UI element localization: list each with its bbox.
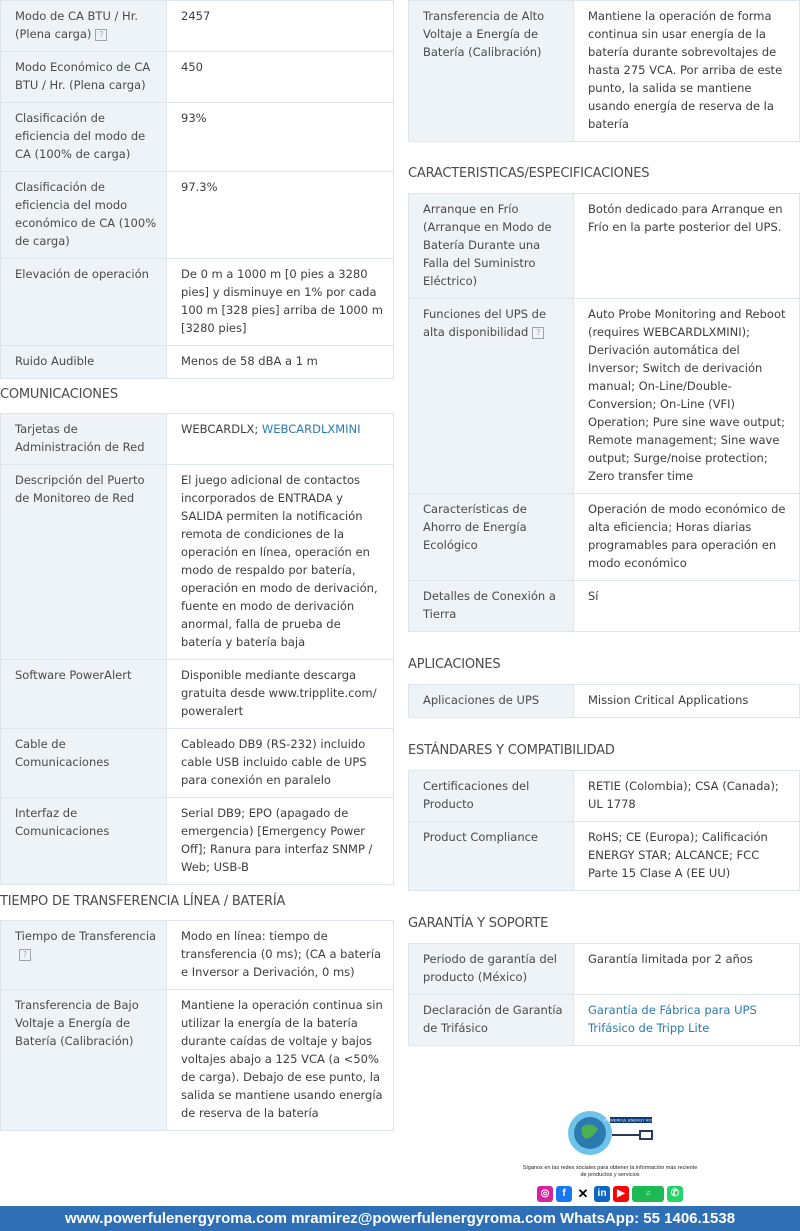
spec-label-cell xyxy=(1,52,167,103)
spec-row xyxy=(1,52,394,103)
spec-label-cell xyxy=(1,990,167,1131)
spec-value-cell xyxy=(167,921,394,990)
spec-label-cell xyxy=(1,729,167,798)
spec-value: Mantiene la operación continua sin utilizar la energía de la batería durante caídas de voltaje y bajos voltajes abajo a 125 VCA (a <50% de carga). Debajo de ese punto, la salida se mantiene usando energía de reserva de la batería xyxy=(181,998,383,1120)
spec-row xyxy=(409,194,800,299)
spec-row xyxy=(1,414,394,465)
spec-table-top-left xyxy=(0,0,394,379)
spec-row xyxy=(409,995,800,1046)
spec-label: Transferencia de Bajo Voltaje a Energía de Batería (Calibración) xyxy=(15,998,139,1048)
spec-label: Funciones del UPS de alta disponibilidad xyxy=(423,307,547,339)
spec-row xyxy=(1,259,394,346)
spec-value-cell xyxy=(574,822,800,891)
spec-label: Tiempo de Transferencia xyxy=(15,929,157,943)
help-icon[interactable]: ? xyxy=(532,327,544,339)
spec-table-comunicaciones xyxy=(0,413,394,885)
spec-row xyxy=(409,581,800,632)
x-icon[interactable]: ✕ xyxy=(575,1186,591,1202)
spec-link[interactable]: WEBCARDLXMINI xyxy=(261,422,361,436)
spec-table-caracteristicas xyxy=(408,193,800,632)
spec-label: Periodo de garantía del producto (México) xyxy=(423,952,557,984)
spec-value-cell xyxy=(167,52,394,103)
spec-value: Serial DB9; EPO (apagado de emergencia) [Emergency Power Off]; Ranura para interfaz SNMP / Web; USB-B xyxy=(181,806,373,874)
spec-value: Modo en línea: tiempo de transferencia (0 ms); (CA a batería e Inversor a Derivación, 0 ms) xyxy=(181,929,382,979)
spec-value-cell xyxy=(574,685,800,718)
spec-row xyxy=(409,299,800,494)
spec-label: Modo Económico de CA BTU / Hr. (Plena carga) xyxy=(15,60,151,92)
social-icons xyxy=(537,1186,683,1202)
spec-label: Características de Ahorro de Energía Ecológico xyxy=(423,502,527,552)
spec-label-cell xyxy=(1,414,167,465)
spec-row xyxy=(1,465,394,660)
spec-label: Tarjetas de Administración de Red xyxy=(15,422,145,454)
spec-row xyxy=(1,172,394,259)
spec-label-cell xyxy=(1,346,167,379)
spec-label-cell xyxy=(409,1,574,142)
instagram-icon[interactable]: ◎ xyxy=(537,1186,553,1202)
spec-value: Mission Critical Applications xyxy=(588,693,749,707)
section-title-tiempo-transferencia: TIEMPO DE TRANSFERENCIA LÍNEA / BATERÍA xyxy=(0,894,286,909)
spec-value-cell xyxy=(574,944,800,995)
spec-label: Modo de CA BTU / Hr. (Plena carga) xyxy=(15,9,139,41)
spec-row xyxy=(409,1,800,142)
spec-label: Declaración de Garantía de Trifásico xyxy=(423,1003,563,1035)
spec-value-cell xyxy=(167,465,394,660)
spec-label: Detalles de Conexión a Tierra xyxy=(423,589,556,621)
spec-value: RETIE (Colombia); CSA (Canada); UL 1778 xyxy=(588,779,779,811)
spec-label-cell xyxy=(409,194,574,299)
spec-value: Auto Probe Monitoring and Reboot (requires WEBCARDLXMINI); Derivación automática del Inversor; Switch de derivación manual; On-Line/Double-Conversion; On-Line (VFI) Operation; Pure sine wave output; Remote management; Sine wave output; Surge/noise protection; Zero transfer time xyxy=(588,307,786,483)
spec-label: Cable de Comunicaciones xyxy=(15,737,110,769)
footer-contact-bar[interactable]: www.powerfulenergyroma.com mramirez@powerfulenergyroma.com WhatsApp: 55 1406.1538 xyxy=(0,1206,800,1231)
youtube-icon[interactable]: ▶ xyxy=(613,1186,629,1202)
spec-label: Product Compliance xyxy=(423,830,539,844)
spec-row xyxy=(1,660,394,729)
spec-value: 450 xyxy=(181,60,203,74)
spec-row xyxy=(409,822,800,891)
spec-value-cell xyxy=(167,798,394,885)
spec-value: Menos de 58 dBA a 1 m xyxy=(181,354,318,368)
spec-value: Disponible mediante descarga gratuita desde www.tripplite.com/ poweralert xyxy=(181,668,377,718)
spec-value-cell xyxy=(574,995,800,1046)
spec-value-cell xyxy=(167,103,394,172)
spec-label-cell xyxy=(1,660,167,729)
spec-value: RoHS; CE (Europa); Calificación ENERGY STAR; ALCANCE; FCC Parte 15 Clase A (EE UU) xyxy=(588,830,768,880)
spec-row xyxy=(1,990,394,1131)
spec-row xyxy=(1,346,394,379)
spec-row xyxy=(1,1,394,52)
spec-label-cell xyxy=(1,465,167,660)
spec-label-cell xyxy=(409,494,574,581)
right-column xyxy=(408,0,800,1046)
spec-label: Certificaciones del Producto xyxy=(423,779,530,811)
spec-value: 93% xyxy=(181,111,207,125)
spec-label-cell xyxy=(1,1,167,52)
spec-value: Operación de modo económico de alta eficiencia; Horas diarias programables para operación en modo económico xyxy=(588,502,786,570)
spec-value: 2457 xyxy=(181,9,211,23)
spec-value-cell xyxy=(574,771,800,822)
spec-label-cell xyxy=(1,921,167,990)
spec-value-cell xyxy=(574,494,800,581)
spec-label-cell xyxy=(1,172,167,259)
spec-value-cell xyxy=(167,346,394,379)
help-icon[interactable]: ? xyxy=(95,29,107,41)
section-title-aplicaciones: APLICACIONES xyxy=(408,657,501,672)
follow-text: Síganos en las redes sociales para obtener la información más reciente de productos y servicios xyxy=(522,1165,698,1178)
spec-value-cell xyxy=(167,259,394,346)
spec-value-cell xyxy=(574,194,800,299)
spec-value: Garantía limitada por 2 años xyxy=(588,952,753,966)
spec-label: Software PowerAlert xyxy=(15,668,132,682)
help-icon[interactable]: ? xyxy=(19,949,31,961)
spec-value: Cableado DB9 (RS-232) incluido cable USB incluido cable de UPS para conexión en paralelo xyxy=(181,737,367,787)
section-title-estandares: ESTÁNDARES Y COMPATIBILIDAD xyxy=(408,743,615,758)
spec-value-cell xyxy=(574,299,800,494)
section-title-caracteristicas: CARACTERISTICAS/ESPECIFICACIONES xyxy=(408,166,650,181)
spec-label: Interfaz de Comunicaciones xyxy=(15,806,110,838)
spec-label-cell xyxy=(409,995,574,1046)
spec-label: Ruido Audible xyxy=(15,354,95,368)
spec-label-cell xyxy=(1,798,167,885)
spec-row xyxy=(1,729,394,798)
spec-label: Clasificación de eficiencia del modo de CA (100% de carga) xyxy=(15,111,146,161)
spec-value-cell xyxy=(167,729,394,798)
spec-table-aplicaciones xyxy=(408,684,800,718)
spec-label: Aplicaciones de UPS xyxy=(423,693,540,707)
spec-value-cell xyxy=(167,414,394,465)
spec-table-estandares xyxy=(408,770,800,891)
spec-row xyxy=(409,944,800,995)
spec-value: De 0 m a 1000 m [0 pies a 3280 pies] y disminuye en 1% por cada 100 m [328 pies] arriba de 1000 m [3280 pies] xyxy=(181,267,383,335)
spec-label: Descripción del Puerto de Monitoreo de Red xyxy=(15,473,145,505)
spec-label: Elevación de operación xyxy=(15,267,149,281)
spec-label-cell xyxy=(409,822,574,891)
spec-row xyxy=(1,798,394,885)
spec-value: El juego adicional de contactos incorporados de ENTRADA y SALIDA permiten la notificación remota de condiciones de la operación en línea, operación en modo de respaldo por batería, operación en modo de derivación, fuente en modo de derivación anormal, falla de prueba de batería y batería baja xyxy=(181,473,378,649)
spec-value-cell xyxy=(167,660,394,729)
spec-label: Arranque en Frío (Arranque en Modo de Batería Durante una Falla del Suministro Eléctrico) xyxy=(423,202,552,288)
spec-value-cell xyxy=(574,581,800,632)
spec-row xyxy=(1,103,394,172)
spec-label-cell xyxy=(1,103,167,172)
spec-row xyxy=(409,771,800,822)
spec-value: 97.3% xyxy=(181,180,218,194)
spec-label-cell xyxy=(409,581,574,632)
spec-label-cell xyxy=(409,771,574,822)
powerful-energy-logo xyxy=(560,1105,658,1161)
spec-row xyxy=(1,921,394,990)
spec-label-cell xyxy=(409,944,574,995)
spec-label-cell xyxy=(409,299,574,494)
spec-table-garantia xyxy=(408,943,800,1046)
spotify-icon[interactable]: ♫ xyxy=(632,1186,664,1202)
spec-value-cell xyxy=(167,172,394,259)
spec-value: Sí xyxy=(588,589,599,603)
linkedin-icon[interactable]: in xyxy=(594,1186,610,1202)
section-title-garantia: GARANTÍA Y SOPORTE xyxy=(408,916,549,931)
spec-label: Transferencia de Alto Voltaje a Energía de Batería (Calibración) xyxy=(423,9,545,59)
spec-value-cell xyxy=(167,1,394,52)
spec-row xyxy=(409,685,800,718)
left-column xyxy=(0,0,394,1131)
spec-link[interactable]: Garantía de Fábrica para UPS Trifásico de Tripp Lite xyxy=(588,1003,757,1035)
spec-label-cell xyxy=(409,685,574,718)
spec-row xyxy=(409,494,800,581)
spec-value: WEBCARDLX; xyxy=(181,422,259,436)
spec-value-cell xyxy=(167,990,394,1131)
spec-table-transferencia xyxy=(0,920,394,1131)
spec-value: Botón dedicado para Arranque en Frío en la parte posterior del UPS. xyxy=(588,202,783,234)
spec-table-top-right xyxy=(408,0,800,142)
spec-value-cell xyxy=(574,1,800,142)
spec-value: Mantiene la operación de forma continua sin usar energía de la batería durante sobrevoltajes de hasta 275 VCA. Por arriba de este punto, la salida se mantiene usando energía de reserva de la batería xyxy=(588,9,783,131)
section-title-comunicaciones: COMUNICACIONES xyxy=(0,387,118,402)
whatsapp-icon[interactable]: ✆ xyxy=(667,1186,683,1202)
spec-label-cell xyxy=(1,259,167,346)
logo-text: POWERFUL ENERGY ROMA xyxy=(604,1117,658,1123)
spec-label: Clasificación de eficiencia del modo económico de CA (100% de carga) xyxy=(15,180,157,248)
facebook-icon[interactable]: f xyxy=(556,1186,572,1202)
